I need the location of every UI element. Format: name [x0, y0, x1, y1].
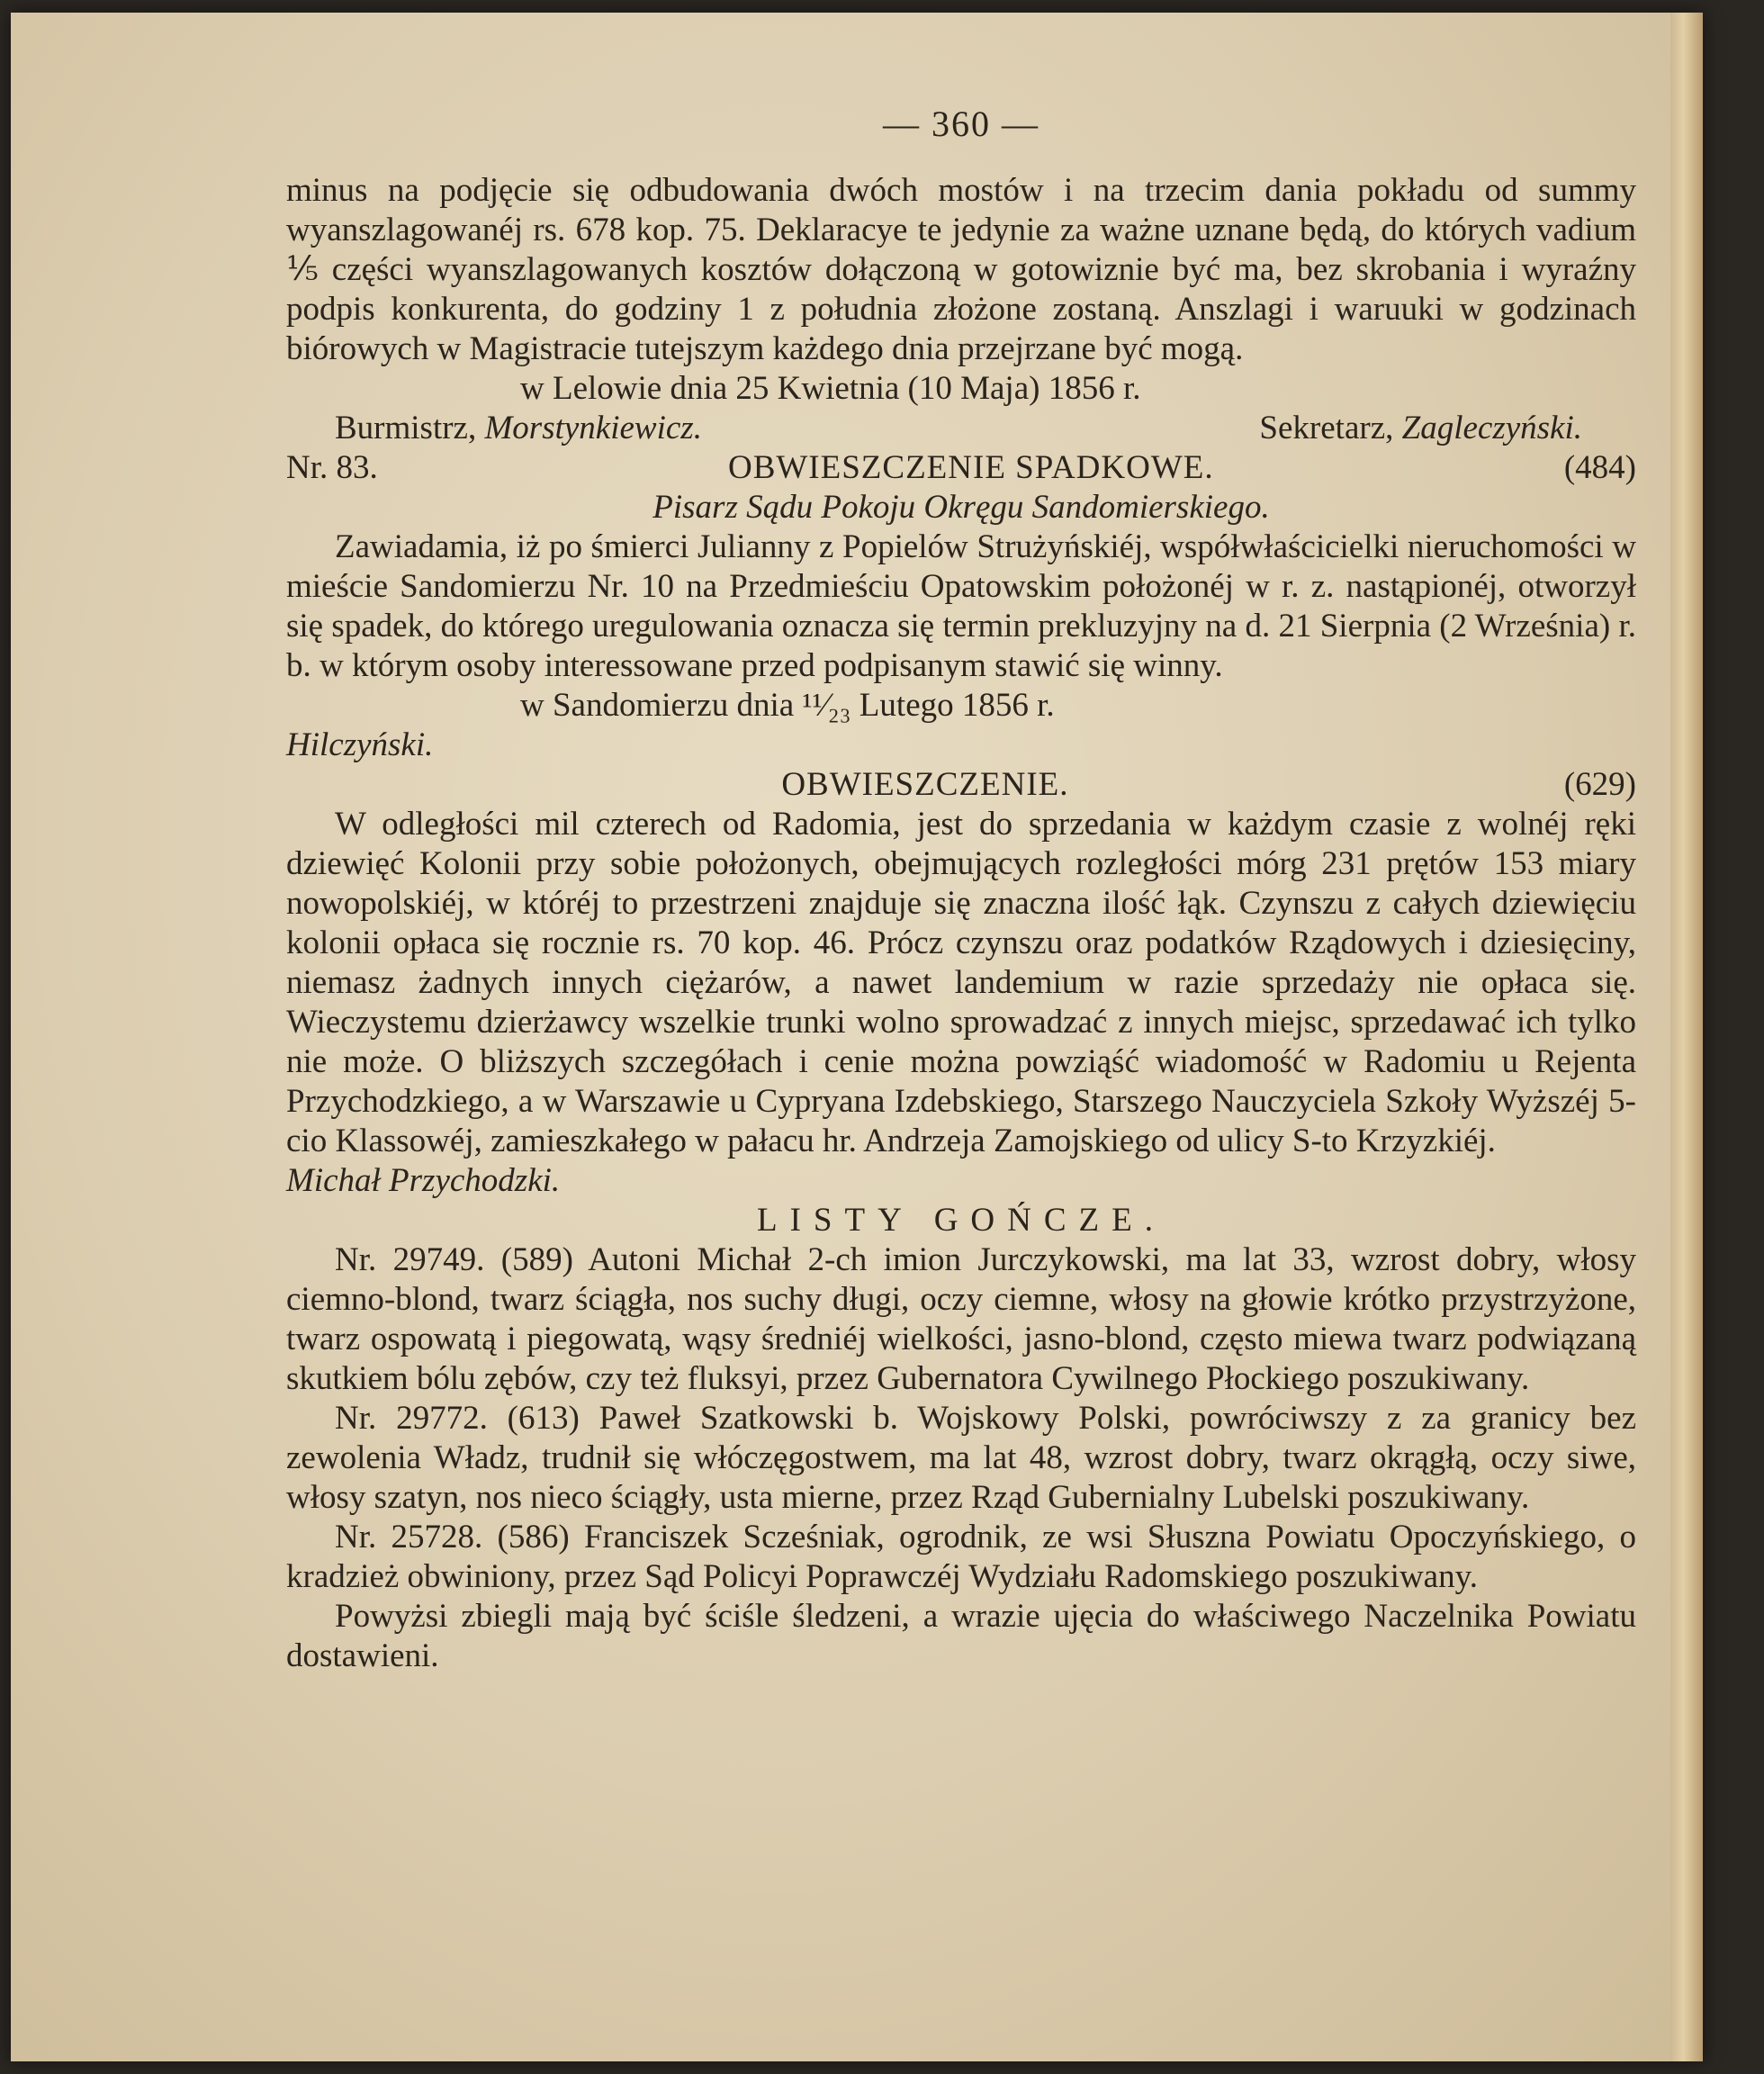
- warrant-closing: Powyżsi zbiegli mają być ściśle śledzeni, a wrazie ujęcia do właściwego Naczelnika Powiatu dostawieni.: [286, 1598, 1636, 1674]
- notice-3-code: (629): [1563, 766, 1636, 803]
- notice-2-body: Zawiadamia, iż po śmierci Julianny z Popielów Strużyńskiéj, współwłaścicielki nieruchomości w mieście Sandomierzu Nr. 10 na Przedmieściu Opatowskim położonéj w r. z. nastąpionéj, otworzył się spadek, do którego uregulowania oznacza się termin prekluzyjny na d. 21 Sierpnia (2 Września) r. b. w którym osoby interessowane przed podpisanym stawić się winny.: [286, 528, 1636, 684]
- notice-1-body: minus na podjęcie się odbudowania dwóch mostów i na trzecim dania pokładu od summy wyanszlagowanéj rs. 678 kop. 75. Deklaracye te jedynie za ważne uznane będą, do których vadium ⅕ części wyanszlagowanych kosztów dołączoną w gotowiznie być ma, bez skrobania i wyraźny podpis konkurenta, do godziny 1 z południa złożone zostaną. Anszlagi i waruuki w godzinach biórowych w Magistracie tutejszym każdego dnia przejrzane być mogą.: [286, 172, 1636, 367]
- notice-2-number: Nr. 83.: [286, 449, 378, 486]
- document-body: [286, 104, 1636, 1676]
- notice-1-signatures: [286, 409, 1636, 448]
- warrant-3: Nr. 25728. (586) Franciszek Scześniak, ogrodnik, ze wsi Słuszna Powiatu Opoczyńskiego, o kradzież obwiniony, przez Sąd Policyi Poprawczéj Wydziału Radomskiego poszukiwany.: [286, 1519, 1636, 1595]
- mayor-name: Morstynkiewicz.: [484, 410, 702, 446]
- secretary-name: Zagleczyński.: [1401, 410, 1582, 446]
- notice-2-subtitle: Pisarz Sądu Pokoju Okręgu Sandomierskiego.: [652, 489, 1270, 526]
- secretary-label: Sekretarz,: [1259, 410, 1394, 446]
- warrant-2: Nr. 29772. (613) Paweł Szatkowski b. Wojskowy Polski, powróciwszy z za granicy bez zewolenia Władz, trudnił się włóczęgostwem, ma lat 48, wzrost dobry, twarz okrągłą, oczy siwe, włosy szatyn, nos nieco ściągły, usta mierne, przez Rząd Gubernialny Lubelski poszukiwany.: [286, 1400, 1636, 1516]
- mayor-label: Burmistrz,: [335, 410, 477, 446]
- secretary-signature: [1259, 409, 1582, 448]
- warrant-1: Nr. 29749. (589) Autoni Michał 2-ch imion Jurczykowski, ma lat 33, wzrost dobry, włosy ciemno-blond, twarz ściągła, nos suchy długi, oczy ciemne, włosy na głowie krótko przystrzyżone, twarz ospowatą i piegowatą, wąsy średniéj wielkości, jasno-blond, często miewa twarz podwiązaną skutkiem bólu zębów, czy też fluksyi, przez Gubernatora Cywilnego Płockiego poszukiwany.: [286, 1241, 1636, 1397]
- notice-1-place-date: w Lelowie dnia 25 Kwietnia (10 Maja) 1856 r.: [520, 370, 1141, 407]
- notice-2-signature: Hilczyński.: [286, 726, 434, 763]
- page-number: — 360 —: [883, 104, 1040, 144]
- notice-2-header: [286, 448, 1636, 488]
- page-edge: [1670, 13, 1703, 2061]
- notice-2-place-date: w Sandomierzu dnia ¹¹⁄₂₃ Lutego 1856 r.: [520, 687, 1055, 724]
- scanned-page: [11, 13, 1703, 2061]
- notice-3-body: W odległości mil czterech od Radomia, jest do sprzedania w każdym czasie z wolnéj ręki dziewięć Kolonii przy sobie położonych, obejmujących rozległości mórg 231 prętów 153 miary nowopolskiéj, w któréj to przestrzeni znajduje się znaczna ilość łąk. Czynszu z całych dziewięciu kolonii opłaca się rocznie rs. 70 kop. 46. Prócz czynszu oraz podatków Rządowych i dziesięciny, niemasz żadnych innych ciężarów, a nawet landemium w razie sprzedaży nie opłaca się. Wieczystemu dzierżawcy wszelkie trunki wolno sprowadzać z innych miejsc, sprzedawać ich tylko nie może. O bliższych szczegółach i cenie można powziąść wiadomość w Radomiu u Rejenta Przychodzkiego, a w Warszawie u Cypryana Izdebskiego, Starszego Nauczyciela Szkoły Wyższéj 5-cio Klassowéj, zamieszkałego w pałacu hr. Andrzeja Zamojskiego od ulicy S-to Krzyzkiéj.: [286, 806, 1636, 1159]
- notice-3-signature: Michał Przychodzki.: [286, 1162, 561, 1199]
- notice-2-title: OBWIESZCZENIE SPADKOWE.: [727, 449, 1214, 486]
- mayor-signature: [335, 409, 702, 448]
- notice-3-title: OBWIESZCZENIE.: [781, 766, 1069, 803]
- notice-2-code: (484): [1563, 449, 1636, 486]
- notice-4-title: LISTY GOŃCZE.: [757, 1202, 1166, 1239]
- notice-3-header: [286, 765, 1636, 805]
